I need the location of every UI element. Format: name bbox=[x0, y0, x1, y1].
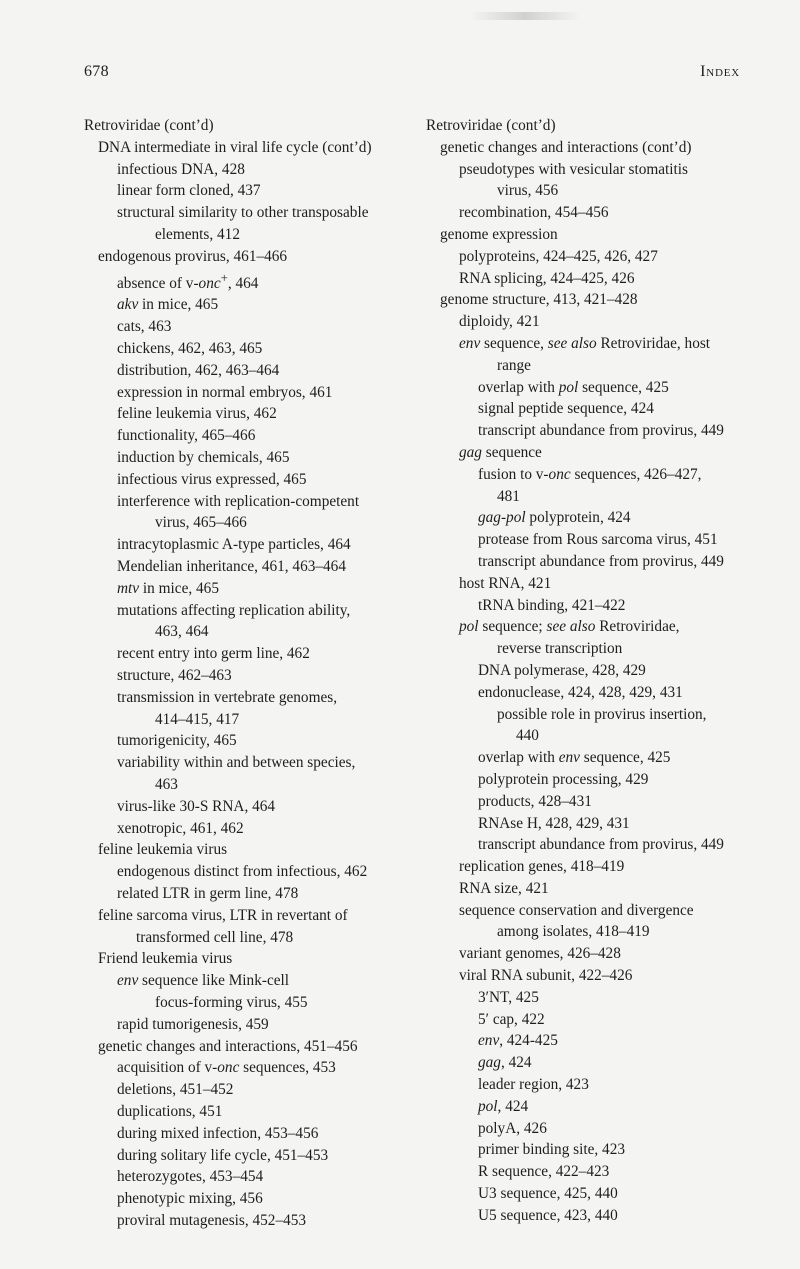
index-entry: 463, 464 bbox=[155, 623, 209, 641]
index-entry: products, 428–431 bbox=[478, 792, 592, 810]
index-entry: among isolates, 418–419 bbox=[497, 923, 650, 941]
index-entry: gag, 424 bbox=[478, 1054, 532, 1072]
index-entry: duplications, 451 bbox=[117, 1102, 223, 1120]
index-entry: elements, 412 bbox=[155, 225, 240, 243]
index-entry: virus, 465–466 bbox=[155, 514, 247, 532]
index-entry: rapid tumorigenesis, 459 bbox=[117, 1015, 269, 1033]
index-entry: infectious virus expressed, 465 bbox=[117, 470, 307, 488]
index-entry: variability within and between species, bbox=[117, 754, 356, 772]
index-entry: xenotropic, 461, 462 bbox=[117, 819, 244, 837]
running-head: Index bbox=[700, 63, 740, 80]
index-entry: diploidy, 421 bbox=[459, 313, 540, 331]
index-entry: structure, 462–463 bbox=[117, 667, 232, 685]
index-entry: mtv in mice, 465 bbox=[117, 579, 219, 597]
index-entry: pol sequence; see also Retroviridae, bbox=[459, 618, 680, 636]
index-entry: transcript abundance from provirus, 449 bbox=[478, 836, 724, 854]
index-entry: overlap with pol sequence, 425 bbox=[478, 378, 669, 396]
index-entry: endogenous distinct from infectious, 462 bbox=[117, 863, 368, 881]
index-entry: range bbox=[497, 356, 531, 374]
index-entry: 5′ cap, 422 bbox=[478, 1010, 545, 1028]
index-entry: replication genes, 418–419 bbox=[459, 858, 625, 876]
index-entry: tRNA binding, 421–422 bbox=[478, 596, 626, 614]
index-entry: fusion to v-onc sequences, 426–427, bbox=[478, 465, 702, 483]
index-entry: polyprotein processing, 429 bbox=[478, 770, 649, 788]
index-entry: during mixed infection, 453–456 bbox=[117, 1124, 319, 1142]
index-entry: heterozygotes, 453–454 bbox=[117, 1168, 264, 1186]
index-entry: pol, 424 bbox=[478, 1097, 529, 1115]
index-entry: RNAse H, 428, 429, 431 bbox=[478, 814, 630, 832]
index-entry: R sequence, 422–423 bbox=[478, 1163, 610, 1181]
index-entry: 463 bbox=[155, 776, 178, 793]
index-entry: env, 424-425 bbox=[478, 1032, 558, 1050]
index-entry: induction by chemicals, 465 bbox=[117, 449, 290, 467]
index-entry: recent entry into germ line, 462 bbox=[117, 645, 310, 663]
index-entry: genome structure, 413, 421–428 bbox=[440, 291, 638, 309]
index-entry: transformed cell line, 478 bbox=[136, 928, 294, 946]
index-entry: variant genomes, 426–428 bbox=[459, 945, 621, 963]
index-entry: chickens, 462, 463, 465 bbox=[117, 340, 263, 358]
index-entry: structural similarity to other transposable bbox=[117, 204, 369, 222]
index-entry: Retroviridae (cont’d) bbox=[84, 117, 214, 134]
index-entry: pseudotypes with vesicular stomatitis bbox=[459, 160, 688, 178]
index-column-right bbox=[426, 115, 766, 1227]
index-entry: feline leukemia virus, 462 bbox=[117, 405, 277, 423]
index-entry: env sequence, see also Retroviridae, host bbox=[459, 334, 711, 352]
index-entry: RNA splicing, 424–425, 426 bbox=[459, 269, 635, 287]
index-entry: distribution, 462, 463–464 bbox=[117, 361, 280, 379]
index-entry: linear form cloned, 437 bbox=[117, 182, 261, 200]
index-entry: U5 sequence, 423, 440 bbox=[478, 1206, 618, 1224]
index-entry: 440 bbox=[516, 727, 539, 745]
index-entry: phenotypic mixing, 456 bbox=[117, 1190, 263, 1208]
index-entry: intracytoplasmic A-type particles, 464 bbox=[117, 536, 351, 554]
index-entry: proviral mutagenesis, 452–453 bbox=[117, 1211, 307, 1229]
index-entry: focus-forming virus, 455 bbox=[155, 993, 308, 1011]
index-entry: transcript abundance from provirus, 449 bbox=[478, 552, 724, 570]
index-entry: genetic changes and interactions (cont’d) bbox=[440, 138, 692, 156]
index-entry: primer binding site, 423 bbox=[478, 1141, 626, 1159]
index-entry: related LTR in germ line, 478 bbox=[117, 884, 299, 902]
index-entry: transmission in vertebrate genomes, bbox=[117, 688, 338, 706]
index-entry: akv in mice, 465 bbox=[117, 296, 219, 314]
index-entry: 414–415, 417 bbox=[155, 710, 240, 728]
index-entry: feline sarcoma virus, LTR in revertant of bbox=[98, 906, 348, 924]
index-entry: signal peptide sequence, 424 bbox=[478, 400, 654, 418]
index-entry: gag sequence bbox=[459, 443, 542, 461]
index-entry: 481 bbox=[497, 487, 520, 505]
index-entry: during solitary life cycle, 451–453 bbox=[117, 1146, 329, 1164]
index-entry: interference with replication-competent bbox=[117, 492, 360, 510]
index-entry: virus-like 30-S RNA, 464 bbox=[117, 797, 276, 815]
index-entry: polyproteins, 424–425, 426, 427 bbox=[459, 247, 658, 265]
index-entry: protease from Rous sarcoma virus, 451 bbox=[478, 531, 718, 549]
index-entry: recombination, 454–456 bbox=[459, 204, 609, 222]
index-entry: RNA size, 421 bbox=[459, 879, 549, 897]
index-entry: functionality, 465–466 bbox=[117, 427, 256, 445]
index-entry: gag-pol polyprotein, 424 bbox=[478, 509, 631, 527]
index-entry: DNA polymerase, 428, 429 bbox=[478, 661, 646, 679]
page-number: 678 bbox=[84, 63, 109, 80]
index-entry: overlap with env sequence, 425 bbox=[478, 749, 671, 767]
index-entry: env sequence like Mink-cell bbox=[117, 972, 290, 990]
index-column-left bbox=[84, 115, 414, 1232]
index-entry: possible role in provirus insertion, bbox=[497, 705, 707, 723]
index-entry: U3 sequence, 425, 440 bbox=[478, 1185, 618, 1203]
index-entry: viral RNA subunit, 422–426 bbox=[459, 967, 633, 985]
index-entry: acquisition of v-onc sequences, 453 bbox=[117, 1059, 336, 1077]
index-entry: Retroviridae (cont’d) bbox=[426, 117, 556, 134]
index-entry: genome expression bbox=[440, 225, 558, 243]
index-entry: leader region, 423 bbox=[478, 1076, 589, 1094]
index-entry: cats, 463 bbox=[117, 318, 172, 336]
index-entry: deletions, 451–452 bbox=[117, 1081, 234, 1099]
index-entry: Friend leukemia virus bbox=[98, 950, 233, 968]
index-entry: genetic changes and interactions, 451–456 bbox=[98, 1037, 358, 1055]
index-entry: DNA intermediate in viral life cycle (cont’d) bbox=[98, 138, 372, 156]
index-entry: expression in normal embryos, 461 bbox=[117, 383, 333, 401]
index-entry: reverse transcription bbox=[497, 640, 623, 658]
index-entry: absence of v-onc+, 464 bbox=[117, 270, 259, 292]
index-entry: mutations affecting replication ability, bbox=[117, 601, 351, 619]
scan-smudge bbox=[470, 12, 580, 20]
index-entry: feline leukemia virus bbox=[98, 841, 228, 859]
index-entry: sequence conservation and divergence bbox=[459, 901, 694, 919]
index-entry: 3′NT, 425 bbox=[478, 988, 539, 1006]
index-entry: Mendelian inheritance, 461, 463–464 bbox=[117, 558, 346, 576]
index-entry: virus, 456 bbox=[497, 182, 559, 200]
index-entry: host RNA, 421 bbox=[459, 574, 552, 592]
index-entry: endogenous provirus, 461–466 bbox=[98, 247, 288, 265]
index-entry: transcript abundance from provirus, 449 bbox=[478, 422, 724, 440]
index-entry: endonuclease, 424, 428, 429, 431 bbox=[478, 683, 683, 701]
index-entry: infectious DNA, 428 bbox=[117, 160, 245, 178]
index-entry: polyA, 426 bbox=[478, 1119, 547, 1137]
index-entry: tumorigenicity, 465 bbox=[117, 732, 237, 750]
